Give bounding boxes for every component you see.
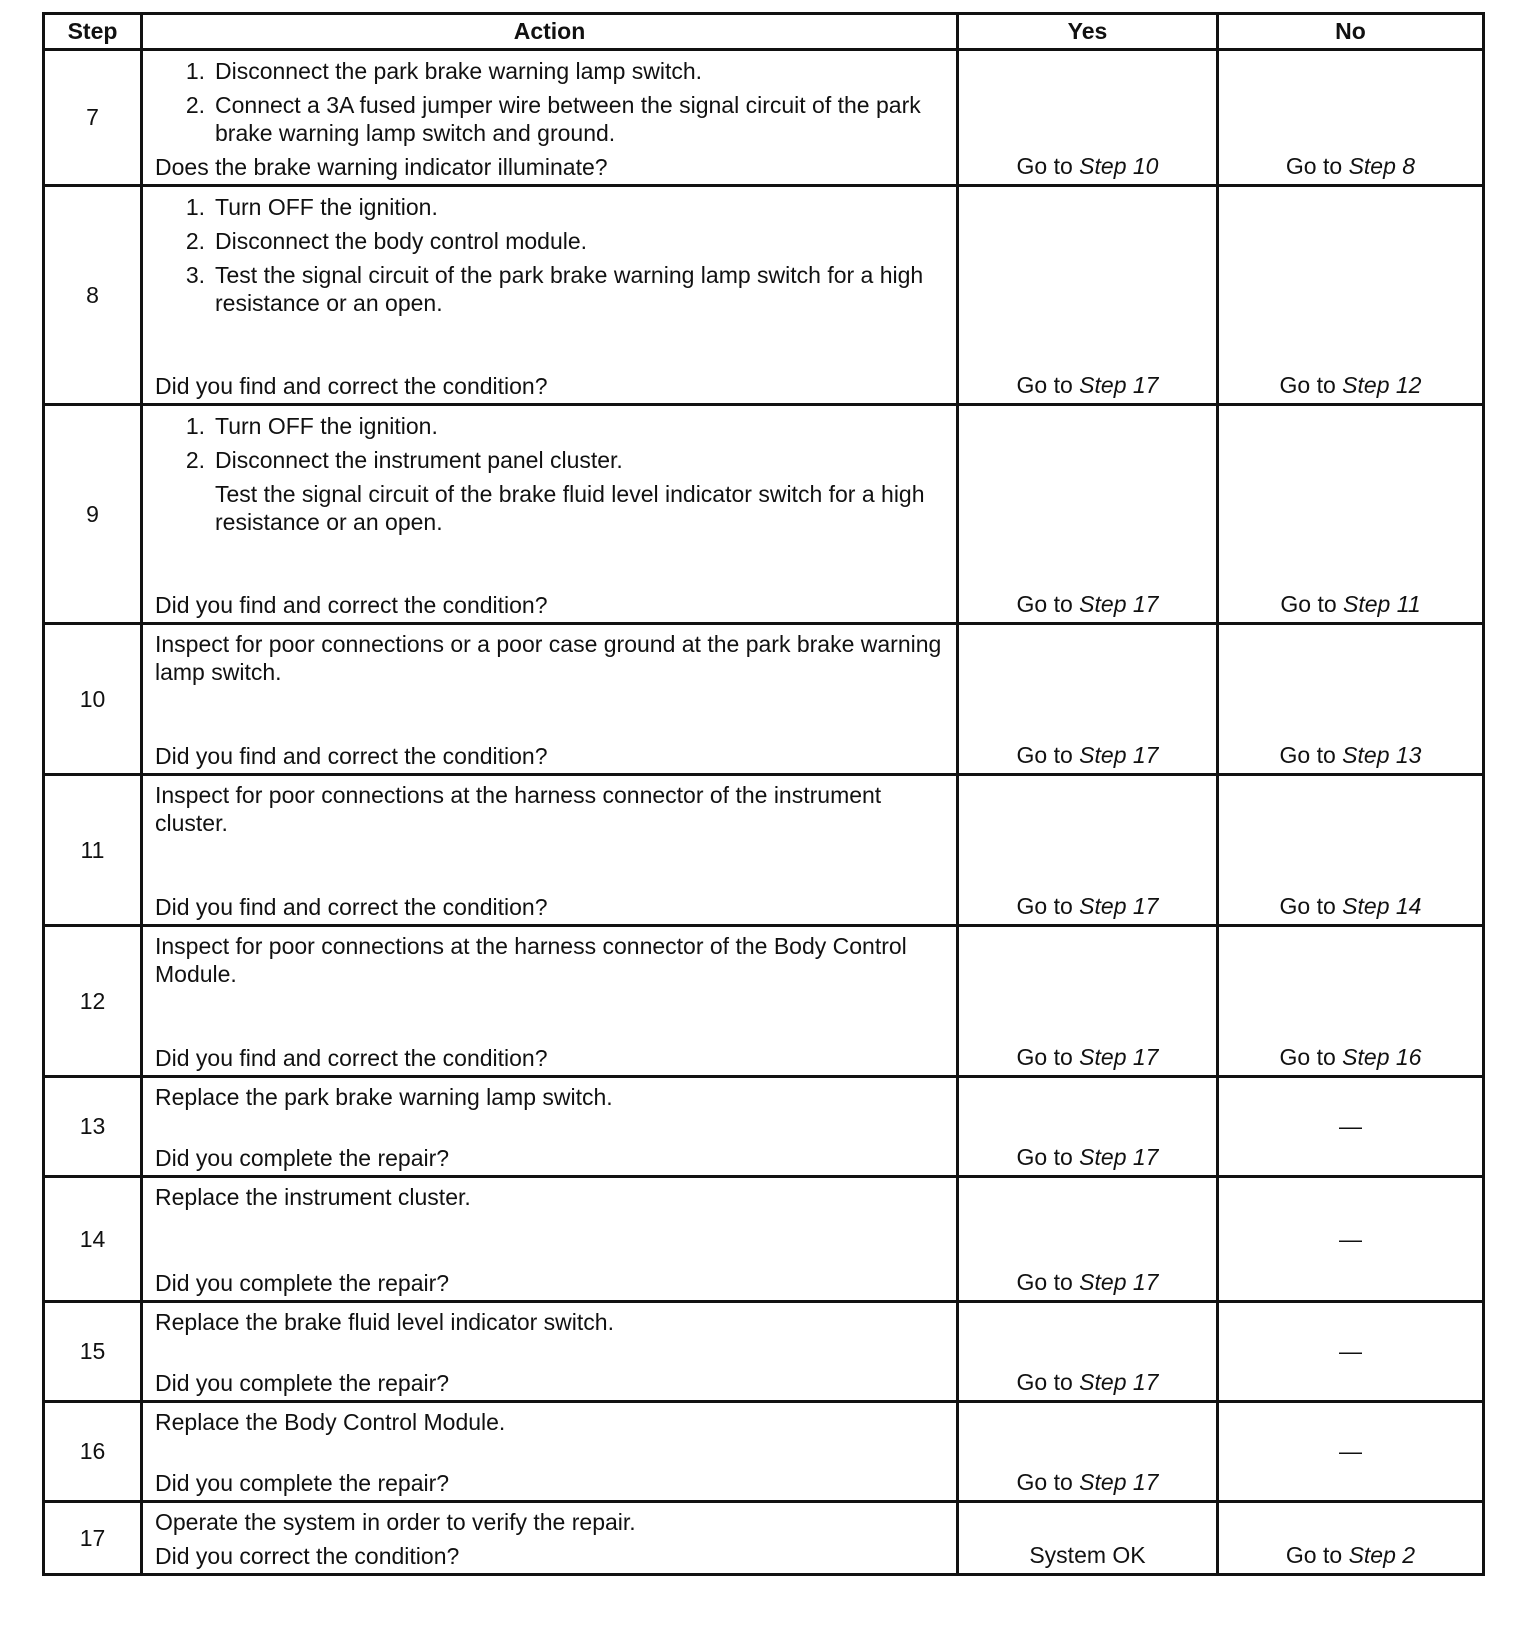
step-number: 11 xyxy=(44,775,142,926)
action-question: Did you complete the repair? xyxy=(155,1470,450,1496)
no-result: Go to Step 16 xyxy=(1218,926,1484,1077)
action-question: Did you find and correct the condition? xyxy=(155,894,548,920)
action-cell xyxy=(142,1177,958,1302)
yes-step-ref: Step 17 xyxy=(1079,893,1159,919)
step-number: 9 xyxy=(44,405,142,624)
action-text: Replace the Body Control Module. xyxy=(155,1409,506,1435)
yes-result: Go to Step 17 xyxy=(958,624,1218,775)
item-text: Disconnect the park brake warning lamp switch. xyxy=(215,58,703,84)
action-cell xyxy=(142,926,958,1077)
item-number: 1. xyxy=(185,194,205,220)
action-cell xyxy=(142,1502,958,1575)
step-number: 13 xyxy=(44,1077,142,1177)
yes-result: Go to Step 17 xyxy=(958,186,1218,405)
action-cell xyxy=(142,186,958,405)
yes-result: Go to Step 17 xyxy=(958,926,1218,1077)
yes-step-ref: Step 17 xyxy=(1079,1369,1159,1395)
yes-result: System OK xyxy=(958,1502,1218,1575)
step-number: 14 xyxy=(44,1177,142,1302)
action-question: Did you complete the repair? xyxy=(155,1145,450,1171)
yes-step-ref: Step 17 xyxy=(1079,1144,1159,1170)
table-row xyxy=(44,775,1484,926)
item-text: Disconnect the body control module. xyxy=(215,228,588,254)
table-row xyxy=(44,1077,1484,1177)
action-text: Replace the brake fluid level indicator switch. xyxy=(155,1309,614,1335)
no-result-dash: — xyxy=(1218,1402,1484,1502)
no-result: Go to Step 13 xyxy=(1218,624,1484,775)
header-row xyxy=(44,14,1484,50)
action-text: Inspect for poor connections at the harness connector of the instrument cluster. xyxy=(155,782,882,836)
step-number: 15 xyxy=(44,1302,142,1402)
table-row xyxy=(44,50,1484,186)
action-text: Replace the park brake warning lamp switch. xyxy=(155,1084,613,1110)
action-question: Did you find and correct the condition? xyxy=(155,743,548,769)
action-cell xyxy=(142,624,958,775)
action-question: Did you correct the condition? xyxy=(155,1543,460,1569)
action-question: Did you complete the repair? xyxy=(155,1370,450,1396)
no-step-ref: Step 11 xyxy=(1343,591,1421,617)
list-item xyxy=(157,91,942,147)
table-row xyxy=(44,624,1484,775)
action-question: Does the brake warning indicator illuminate? xyxy=(155,154,608,180)
action-cell xyxy=(142,1402,958,1502)
no-result: Go to Step 14 xyxy=(1218,775,1484,926)
yes-step-ref: Step 17 xyxy=(1079,742,1159,768)
action-text: Inspect for poor connections at the harness connector of the Body Control Module. xyxy=(155,933,907,987)
item-number: 2. xyxy=(185,447,205,473)
table-row xyxy=(44,1402,1484,1502)
yes-step-ref: Step 17 xyxy=(1079,1469,1159,1495)
table-row xyxy=(44,1177,1484,1302)
step-number: 7 xyxy=(44,50,142,186)
no-result: Go to Step 12 xyxy=(1218,186,1484,405)
item-text: Turn OFF the ignition. xyxy=(215,413,438,439)
action-cell xyxy=(142,1302,958,1402)
item-text: Disconnect the instrument panel cluster. xyxy=(215,447,623,473)
header-step: Step xyxy=(44,14,142,50)
header-action: Action xyxy=(142,14,958,50)
yes-step-ref: Step 17 xyxy=(1079,1044,1159,1070)
action-cell xyxy=(142,775,958,926)
yes-step-ref: Step 10 xyxy=(1079,153,1159,179)
no-result-dash: — xyxy=(1218,1302,1484,1402)
action-list xyxy=(143,406,956,536)
list-item xyxy=(157,412,942,440)
no-step-ref: Step 8 xyxy=(1348,153,1416,179)
action-text: Replace the instrument cluster. xyxy=(155,1184,471,1210)
no-step-ref: Step 14 xyxy=(1342,893,1422,919)
no-result-dash: — xyxy=(1218,1177,1484,1302)
action-question: Did you find and correct the condition? xyxy=(155,1045,548,1071)
list-item xyxy=(157,480,942,536)
action-text: Operate the system in order to verify the repair. xyxy=(155,1509,636,1535)
step-number: 12 xyxy=(44,926,142,1077)
no-step-ref: Step 16 xyxy=(1342,1044,1422,1070)
action-cell xyxy=(142,1077,958,1177)
table-row xyxy=(44,405,1484,624)
action-text: Inspect for poor connections or a poor case ground at the park brake warning lamp switch. xyxy=(155,631,942,685)
list-item xyxy=(157,57,942,85)
action-list xyxy=(143,187,956,317)
no-result: Go to Step 8 xyxy=(1218,50,1484,186)
table-row xyxy=(44,926,1484,1077)
table-row xyxy=(44,186,1484,405)
no-step-ref: Step 2 xyxy=(1348,1542,1416,1568)
no-result: Go to Step 2 xyxy=(1218,1502,1484,1575)
step-number: 16 xyxy=(44,1402,142,1502)
no-result: Go to Step 11 xyxy=(1218,405,1484,624)
action-cell xyxy=(142,405,958,624)
item-text: Turn OFF the ignition. xyxy=(215,194,438,220)
yes-result: Go to Step 17 xyxy=(958,1402,1218,1502)
item-number: 1. xyxy=(185,413,205,439)
list-item xyxy=(157,193,942,221)
list-item xyxy=(157,261,942,317)
action-question: Did you find and correct the condition? xyxy=(155,592,548,618)
yes-step-ref: Step 17 xyxy=(1079,591,1159,617)
no-step-ref: Step 12 xyxy=(1342,372,1422,398)
action-cell xyxy=(142,50,958,186)
item-text: Test the signal circuit of the brake fluid level indicator switch for a high resistance or an open. xyxy=(215,481,925,535)
yes-step-ref: Step 17 xyxy=(1079,1269,1159,1295)
item-text: Test the signal circuit of the park brake warning lamp switch for a high resistance or an open. xyxy=(215,262,924,316)
no-result-dash: — xyxy=(1218,1077,1484,1177)
item-number: 3. xyxy=(185,262,205,288)
yes-result: Go to Step 17 xyxy=(958,405,1218,624)
action-question: Did you complete the repair? xyxy=(155,1270,450,1296)
yes-result: Go to Step 17 xyxy=(958,1077,1218,1177)
header-no: No xyxy=(1218,14,1484,50)
step-number: 17 xyxy=(44,1502,142,1575)
header-yes: Yes xyxy=(958,14,1218,50)
yes-result: Go to Step 17 xyxy=(958,1177,1218,1302)
table-row xyxy=(44,1502,1484,1575)
list-item xyxy=(157,227,942,255)
item-number: 2. xyxy=(185,228,205,254)
action-list xyxy=(143,51,956,147)
action-question: Did you find and correct the condition? xyxy=(155,373,548,399)
item-number: 1. xyxy=(185,58,205,84)
no-step-ref: Step 13 xyxy=(1342,742,1422,768)
yes-result: Go to Step 17 xyxy=(958,775,1218,926)
item-number: 2. xyxy=(185,92,205,118)
yes-step-ref: Step 17 xyxy=(1079,372,1159,398)
yes-result: Go to Step 10 xyxy=(958,50,1218,186)
item-text: Connect a 3A fused jumper wire between the signal circuit of the park brake warning lamp switch and ground. xyxy=(215,92,921,146)
yes-result: Go to Step 17 xyxy=(958,1302,1218,1402)
table-row xyxy=(44,1302,1484,1402)
diagnostic-table xyxy=(42,12,1485,1576)
step-number: 10 xyxy=(44,624,142,775)
list-item xyxy=(157,446,942,474)
step-number: 8 xyxy=(44,186,142,405)
